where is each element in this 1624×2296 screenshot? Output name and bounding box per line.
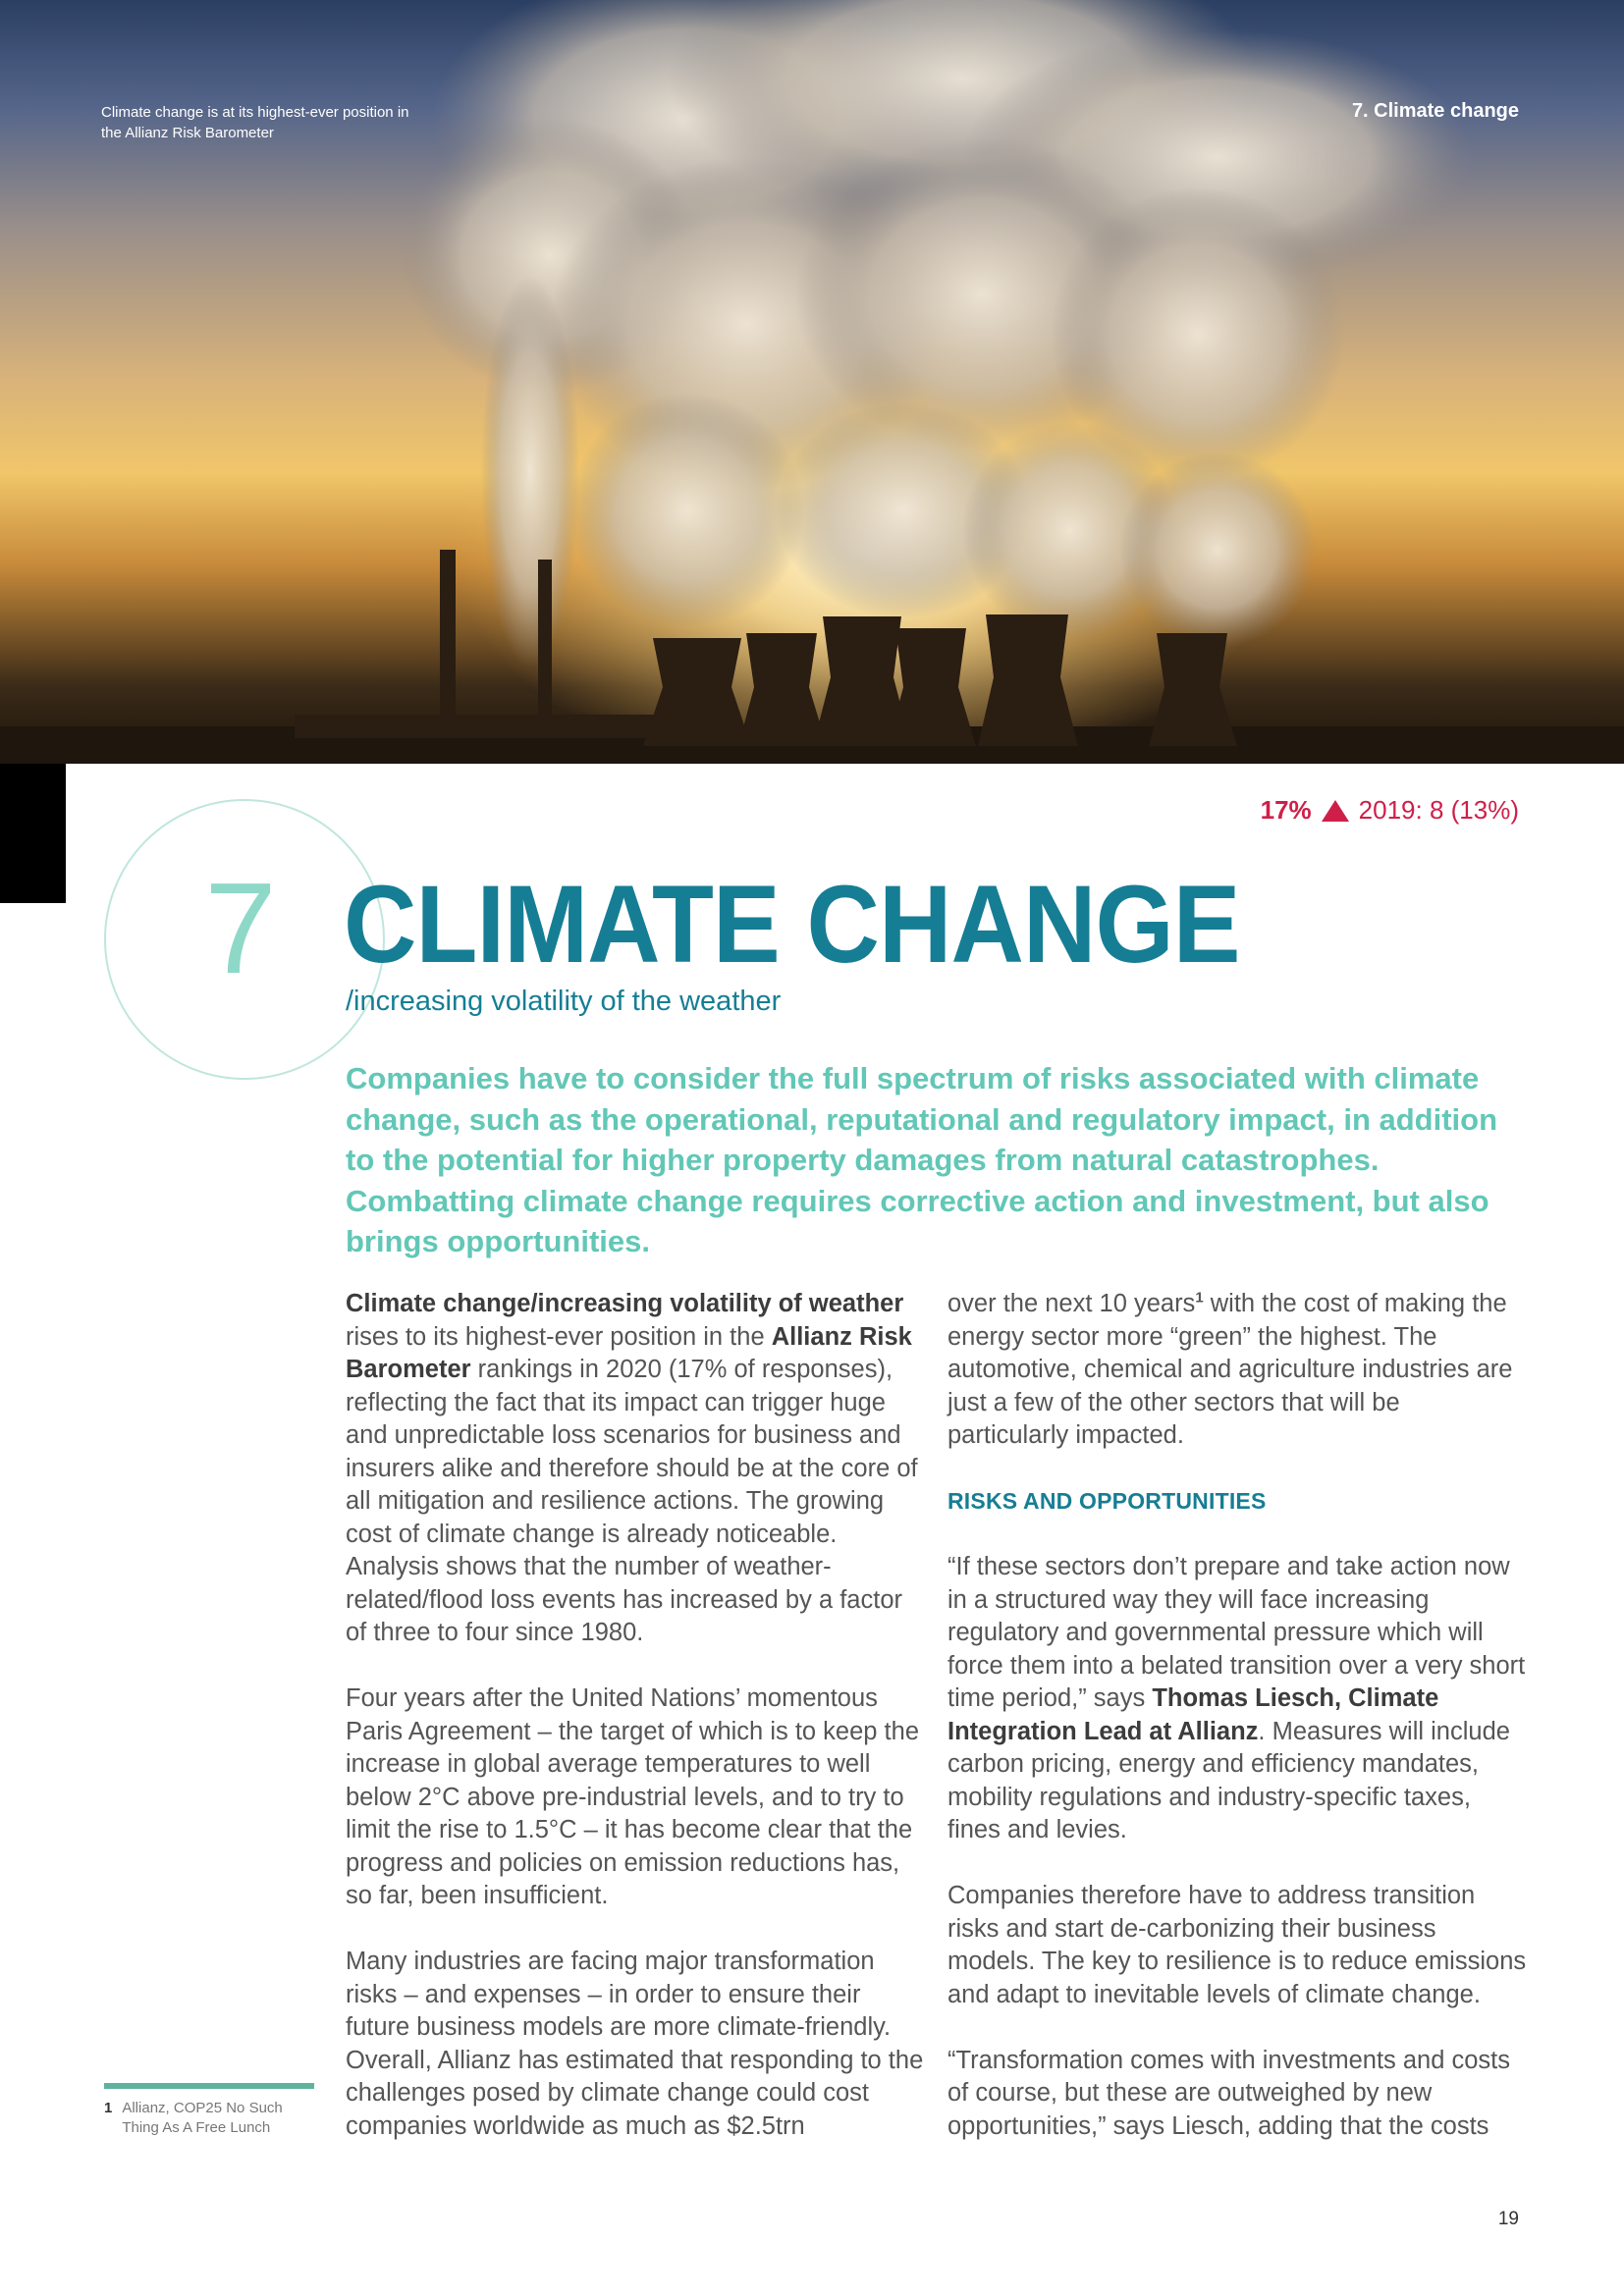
up-triangle-icon <box>1322 800 1349 822</box>
text-run: rises to its highest-ever position in the <box>346 1322 772 1351</box>
right-paragraph-1 <box>947 1288 1527 1453</box>
section-label: 7. Climate change <box>1351 100 1519 122</box>
text-run: over the next 10 years <box>947 1290 1196 1317</box>
stat-percent: 17% <box>1260 795 1312 825</box>
footnote-text: Allianz, COP25 No Such Thing As A Free Lunch <box>122 2100 283 2136</box>
risk-ranking-stat <box>1261 795 1519 826</box>
hero-caption: Climate change is at its highest-ever position in the Allianz Risk Barometer <box>101 104 409 141</box>
hero-photo <box>0 0 1624 764</box>
page-title: CLIMATE CHANGE <box>344 863 1240 986</box>
text-run: . Measures will include carbon pricing, energy and efficiency mandates, mobility regulations and industry-specific taxes, fines and levies. <box>947 1717 1510 1843</box>
right-column <box>947 1288 1527 2176</box>
page-edge-tab <box>0 764 66 903</box>
intro-paragraph: Companies have to consider the full spectrum of risks associated with climate change, such as the operational, reputational and regulatory impact, in addition to the potential for higher property damages from natural catastrophes. Combatting climate change requires corrective action and investment, but also brings opportunities. <box>346 1061 1498 1258</box>
text-run: rankings in 2020 (17% of responses), reflecting the fact that its impact can trigger huge and unpredictable loss scenarios for business and insurers alike and therefore should be at the core of all mitigation and resilience actions. The growing cost of climate change is already noticeable. Analysis shows that the number of weather-related/flood loss events has increased by a factor of three to four since 1980. <box>346 1356 918 1646</box>
footnote-ref: 1 <box>1195 1289 1204 1307</box>
left-paragraph-2: Four years after the United Nations’ momentous Paris Agreement – the target of which is to keep the increase in global average temperatures to well below 2°C above pre-industrial levels, and to try to limit the rise to 1.5°C – it has become clear that the progress and policies on emission reductions has, so far, been insufficient. <box>346 1684 919 1909</box>
stat-previous-year: 2019: 8 (13%) <box>1358 795 1519 825</box>
text-run: “If these sectors don’t prepare and take action now in a structured way they will face increasing regulatory and governmental pressure which will force them into a belated transition over a very short time period,” says <box>947 1553 1526 1712</box>
left-paragraph-3: Many industries are facing major transformation risks – and expenses – in order to ensure their future business models are more climate-friendly. Overall, Allianz has estimated that responding to the challenges posed by climate change could cost companies worldwide as much as $2.5trn <box>346 1948 924 2140</box>
footnote-rule <box>104 2083 314 2089</box>
page-number: 19 <box>1497 2209 1519 2229</box>
bold-phrase: Thomas Liesch, Climate Integration Lead at Allianz <box>947 1684 1439 1745</box>
bold-phrase: Allianz Risk Barometer <box>346 1322 912 1383</box>
footnote <box>104 2099 320 2138</box>
text-run: with the cost of making the energy sector more “green” the highest. The automotive, chemical and agriculture industries are just a few of the other sectors that will be particularly impacted. <box>947 1290 1513 1449</box>
right-paragraph-2 <box>947 1551 1527 1847</box>
footnote-number: 1 <box>104 2100 113 2116</box>
left-paragraph-1 <box>346 1288 925 1650</box>
page-subtitle: /increasing volatility of the weather <box>346 986 782 1017</box>
right-paragraph-4: “Transformation comes with investments and costs of course, but these are outweighed by new opportunities,” says Liesch, adding that the costs <box>947 2046 1511 2140</box>
left-column <box>346 1288 925 2176</box>
bold-phrase: Climate change/increasing volatility of weather <box>346 1290 904 1317</box>
right-paragraph-3: Companies therefore have to address transition risks and start de-carbonizing their business models. The key to resilience is to reduce emissions and adapt to inevitable levels of climate change. <box>947 1882 1527 2008</box>
section-heading: RISKS AND OPPORTUNITIES <box>947 1488 1267 1514</box>
chapter-number: 7 <box>204 856 277 1000</box>
